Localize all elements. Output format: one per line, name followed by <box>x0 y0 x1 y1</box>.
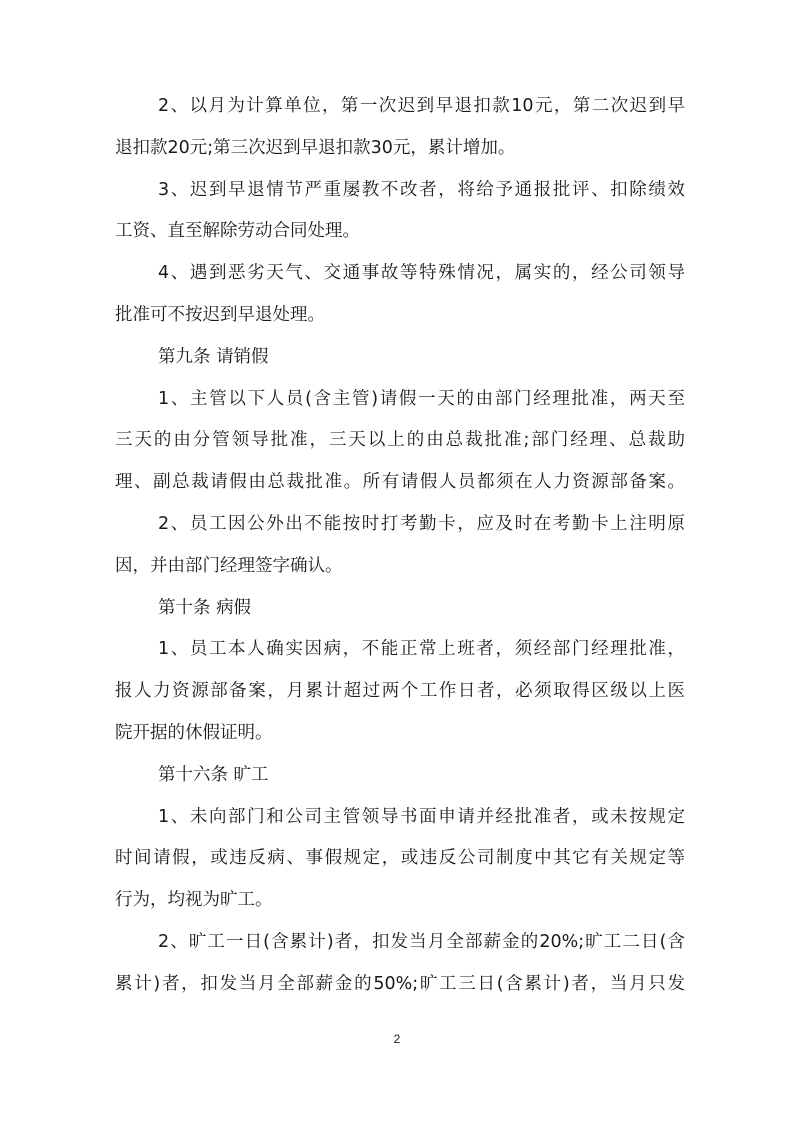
document-body <box>115 96 685 1016</box>
text-line: 批准可不按迟到早退处理。 <box>115 304 325 325</box>
text-line: 时间请假，或违反病、事假规定，或违反公司制度中其它有关规定等 <box>115 848 685 869</box>
text-line: 2、员工因公外出不能按时打考勤卡，应及时在考勤卡上注明原 <box>158 513 685 534</box>
text-line: 1、员工本人确实因病，不能正常上班者，须经部门经理批准， <box>158 639 685 660</box>
text-line: 1、主管以下人员(含主管)请假一天的由部门经理批准，两天至 <box>158 388 685 409</box>
text-line: 2、旷工一日(含累计)者，扣发当月全部薪金的20%;旷工二日(含 <box>158 931 685 952</box>
text-line: 退扣款20元;第三次迟到早退扣款30元，累计增加。 <box>115 137 516 158</box>
text-line: 报人力资源部备案，月累计超过两个工作日者，必须取得区级以上医 <box>115 681 685 702</box>
text-line: 因，并由部门经理签字确认。 <box>115 555 343 576</box>
page-number: 2 <box>393 1032 401 1046</box>
text-line: 3、迟到早退情节严重屡教不改者，将给予通报批评、扣除绩效 <box>158 179 685 200</box>
text-line: 2、以月为计算单位，第一次迟到早退扣款10元，第二次迟到早 <box>158 96 685 116</box>
section-heading: 第十六条 旷工 <box>158 764 269 785</box>
section-heading: 第十条 病假 <box>158 597 252 618</box>
text-line: 行为，均视为旷工。 <box>115 890 273 911</box>
text-line: 理、副总裁请假由总裁批准。所有请假人员都须在人力资源部备案。 <box>115 472 685 493</box>
text-line: 三天的由分管领导批准，三天以上的由总裁批准;部门经理、总裁助 <box>115 430 685 451</box>
text-line: 累计)者，扣发当月全部薪金的50%;旷工三日(含累计)者，当月只发 <box>115 973 685 994</box>
text-line: 院开据的休假证明。 <box>115 722 273 743</box>
section-heading: 第九条 请销假 <box>158 346 269 367</box>
text-line: 1、未向部门和公司主管领导书面申请并经批准者，或未按规定 <box>158 806 685 827</box>
text-line: 4、遇到恶劣天气、交通事故等特殊情况，属实的，经公司领导 <box>158 263 685 284</box>
text-line: 工资、直至解除劳动合同处理。 <box>115 221 360 242</box>
